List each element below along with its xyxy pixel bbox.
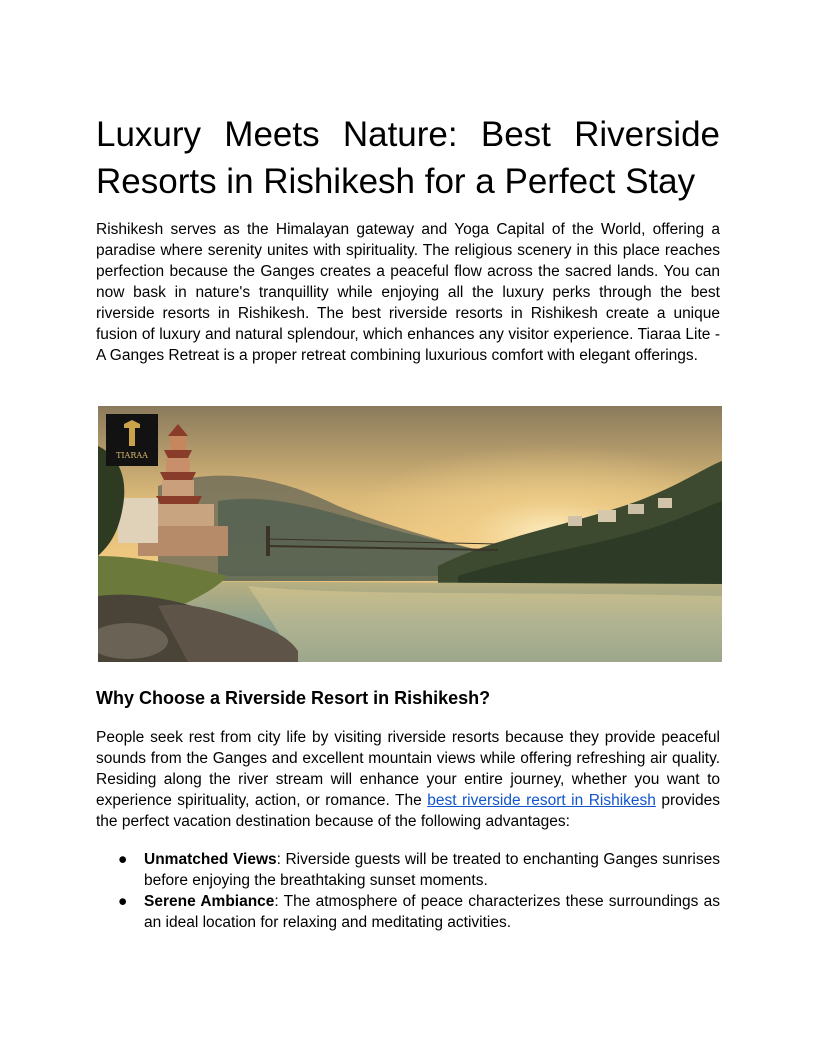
list-item-text: : The atmosphere of peace characterizes these surroundings as an ideal location for relaxing and meditating activities. [144,893,720,931]
list-item [96,891,720,933]
list-item-term: Unmatched Views [144,851,277,868]
list-item-text: : Riverside guests will be treated to enchanting Ganges sunrises before enjoying the breathtaking sunset moments. [144,851,720,889]
hero-image [98,406,722,662]
section-paragraph-text-2: provides the perfect vacation destination because of the following advantages: [96,792,720,830]
bullet-icon: ● [118,851,128,868]
best-riverside-resort-link[interactable]: best riverside resort in Rishikesh [427,792,656,809]
section-heading: Why Choose a Riverside Resort in Rishikesh? [96,688,491,708]
list-item [96,849,720,891]
page-title: Luxury Meets Nature: Best Riverside Resorts in Rishikesh for a Perfect Stay [96,115,720,201]
section-paragraph-text-1: People seek rest from city life by visiting riverside resorts because they provide peaceful sounds from the Ganges and excellent mountain views while offering refreshing air quality. Residing along the river stream will enhance your entire journey, whether you want to experience spirituality, action, or romance. The [96,729,720,809]
list-item-term: Serene Ambiance [144,893,275,910]
logo-text: TIARAA [116,451,148,460]
intro-paragraph: Rishikesh serves as the Himalayan gateway and Yoga Capital of the World, offering a paradise where serenity unites with spirituality. The religious scenery in this place reaches perfection because the Ganges creates a peaceful flow across the sacred lands. You can now bask in nature's tranquillity while enjoying all the luxury perks through the best riverside resorts in Rishikesh. The best riverside resorts in Rishikesh create a unique fusion of luxury and natural splendour, which enhances any visitor experience. Tiaraa Lite - A Ganges Retreat is a proper retreat combining luxurious comfort with elegant offerings. [96,221,720,364]
section-paragraph [96,727,720,832]
bullet-icon: ● [118,893,128,910]
advantages-list [96,849,720,933]
